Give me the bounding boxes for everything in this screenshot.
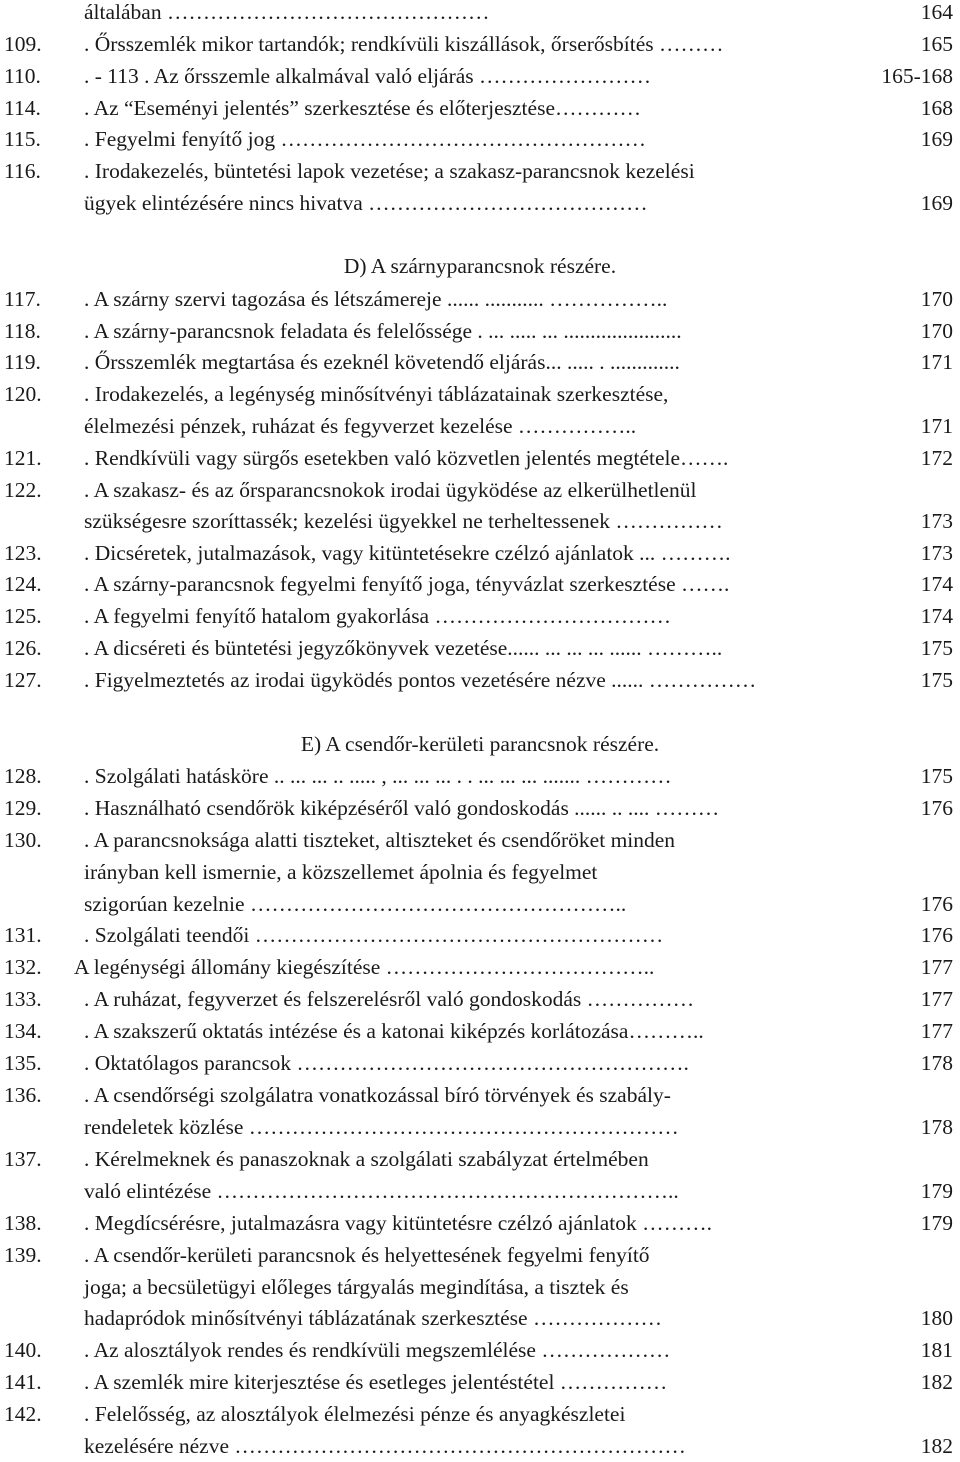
entry-page: 173 <box>920 541 953 565</box>
entry-number: 128. <box>4 764 42 788</box>
entry-text: . A szakszerű oktatás intézése és a katonai kiképzés korlátozása……….. <box>84 1019 704 1043</box>
entry-text: joga; a becsületügyi előleges tárgyalás megindítása, a tisztek és <box>84 1275 629 1299</box>
toc-line <box>0 506 960 537</box>
entry-page: 165 <box>920 32 953 56</box>
toc-line <box>0 443 960 474</box>
toc-line <box>0 61 960 92</box>
entry-page: 182 <box>920 1434 953 1458</box>
entry-text: . Kérelmeknek és panaszoknak a szolgálati szabályzat értelmében <box>84 1147 649 1171</box>
entry-number: 142. <box>4 1402 42 1426</box>
toc-line <box>0 1048 960 1079</box>
toc-line <box>0 1016 960 1047</box>
entry-number: 123. <box>4 541 42 565</box>
entry-text: . Használható csendőrök kiképzéséről való gondoskodás ...... .. .... ……… <box>84 796 720 820</box>
entry-number: 139. <box>4 1243 42 1267</box>
toc-line <box>0 156 960 187</box>
entry-page: 177 <box>920 955 953 979</box>
entry-number: 116. <box>4 159 41 183</box>
entry-text: élelmezési pénzek, ruházat és fegyverzet kezelése …………….. <box>84 414 637 438</box>
entry-text: . Fegyelmi fenyítő jog …………………………………………… <box>84 127 646 151</box>
entry-text: . Megdícsérésre, jutalmazásra vagy kitüntetésre czélzó ajánlatok ………. <box>84 1211 713 1235</box>
entry-text: . A csendőr-kerületi parancsnok és helyettesének fegyelmi fenyítő <box>84 1243 650 1267</box>
toc-line <box>0 188 960 219</box>
entry-page: 169 <box>920 127 953 151</box>
entry-page: 175 <box>920 764 953 788</box>
toc-line <box>0 569 960 600</box>
entry-text: . Az alosztályok rendes és rendkívüli megszemlélése ……………… <box>84 1338 671 1362</box>
entry-number: 118. <box>4 319 41 343</box>
entry-page: 177 <box>920 1019 953 1043</box>
entry-page: 172 <box>920 446 953 470</box>
entry-text: . Szolgálati hatásköre .. ... ... .. ..... , ... ... ... . . ... ... ... ....... ………… <box>84 764 672 788</box>
entry-page: 179 <box>920 1179 953 1203</box>
entry-page: 164 <box>920 0 953 24</box>
toc-line <box>0 1208 960 1239</box>
entry-number: 129. <box>4 796 42 820</box>
entry-text: . Irodakezelés, a legénység minősítvényi táblázatainak szerkesztése, <box>84 382 669 406</box>
entry-page: 179 <box>920 1211 953 1235</box>
entry-text: . Az “Eseményi jelentés” szerkesztése és előterjesztése………… <box>84 96 641 120</box>
toc-line <box>0 538 960 569</box>
toc-line <box>0 1367 960 1398</box>
toc-line <box>0 1431 960 1462</box>
entry-text: . Figyelmeztetés az irodai ügyködés pontos vezetésére nézve ...... …………… <box>84 668 757 692</box>
entry-number: 138. <box>4 1211 42 1235</box>
entry-number: 135. <box>4 1051 42 1075</box>
entry-text: irányban kell ismernie, a közszellemet ápolnia és fegyelmet <box>84 860 598 884</box>
entry-page: 171 <box>920 414 953 438</box>
entry-number: 125. <box>4 604 42 628</box>
entry-text: A legénységi állomány kiegészítése ……………………………….. <box>74 955 655 979</box>
entry-text: . Szolgálati teendői ………………………………………………… <box>84 923 664 947</box>
entry-number: 120. <box>4 382 42 406</box>
entry-number: 119. <box>4 350 41 374</box>
toc-line <box>0 475 960 506</box>
entry-number: 133. <box>4 987 42 1011</box>
entry-page: 165-168 <box>881 64 953 88</box>
entry-page: 176 <box>920 923 953 947</box>
entry-page: 168 <box>920 96 953 120</box>
entry-number: 131. <box>4 923 42 947</box>
entry-page: 178 <box>920 1115 953 1139</box>
entry-text: szigorúan kezelnie …………………………………………….. <box>84 892 627 916</box>
entry-number: 127. <box>4 668 42 692</box>
entry-page: 178 <box>920 1051 953 1075</box>
toc-line <box>0 857 960 888</box>
entry-text: . A szárny-parancsnok feladata és felelőssége . ... ..... ... ...................... <box>84 319 682 343</box>
entry-page: 174 <box>920 572 953 596</box>
entry-text: . - 113 . Az őrsszemle alkalmával való eljárás …………………… <box>84 64 652 88</box>
entry-number: 140. <box>4 1338 42 1362</box>
entry-text: rendeletek közlése …………………………………………………… <box>84 1115 679 1139</box>
toc-line <box>0 793 960 824</box>
entry-page: 181 <box>920 1338 953 1362</box>
entry-text: . Irodakezelés, büntetési lapok vezetése; a szakasz-parancsnok kezelési <box>84 159 695 183</box>
entry-page: 176 <box>920 892 953 916</box>
toc-line <box>0 1240 960 1271</box>
entry-page: 171 <box>920 350 953 374</box>
toc-line <box>0 316 960 347</box>
entry-text: szükségesre szoríttassék; kezelési ügyekkel ne terheltessenek …………… <box>84 509 723 533</box>
toc-line <box>0 1112 960 1143</box>
toc-line <box>0 0 960 28</box>
entry-text: általában ……………………………………… <box>84 0 490 24</box>
entry-text: való elintézése ……………………………………………………….. <box>84 1179 679 1203</box>
section-heading: E) A csendőr-kerületi parancsnok részére. <box>300 732 660 756</box>
toc-line <box>0 284 960 315</box>
entry-text: . Őrsszemlék megtartása és ezeknél követendő eljárás... ..... . ............. <box>84 350 680 374</box>
toc-line <box>0 952 960 983</box>
entry-page: 180 <box>920 1306 953 1330</box>
toc-line <box>0 633 960 664</box>
entry-number: 122. <box>4 478 42 502</box>
entry-number: 141. <box>4 1370 42 1394</box>
entry-text: . A szemlék mire kiterjesztése és esetleges jelentéstétel …………… <box>84 1370 668 1394</box>
entry-text: . Rendkívüli vagy sürgős esetekben való közvetlen jelentés megtétele……. <box>84 446 729 470</box>
toc-line <box>0 920 960 951</box>
entry-text: . A csendőrségi szolgálatra vonatkozással bíró törvények és szabály- <box>84 1083 671 1107</box>
section-heading: D) A szárnyparancsnok részére. <box>343 254 617 278</box>
entry-text: . Őrsszemlék mikor tartandók; rendkívüli kiszállások, őrserősbítés ……… <box>84 32 724 56</box>
toc-line <box>0 1272 960 1303</box>
entry-number: 130. <box>4 828 42 852</box>
entry-page: 170 <box>920 319 953 343</box>
entry-number: 114. <box>4 96 41 120</box>
entry-text: . Felelősség, az alosztályok élelmezési pénze és anyagkészletei <box>84 1402 626 1426</box>
entry-text: . Dicséretek, jutalmazások, vagy kitüntetésekre czélzó ajánlatok ... ………. <box>84 541 731 565</box>
toc-line <box>0 379 960 410</box>
entry-number: 117. <box>4 287 41 311</box>
entry-number: 126. <box>4 636 42 660</box>
toc-line <box>0 984 960 1015</box>
entry-page: 182 <box>920 1370 953 1394</box>
toc-line <box>0 1080 960 1111</box>
toc-line <box>0 1144 960 1175</box>
toc-line <box>0 825 960 856</box>
entry-number: 121. <box>4 446 42 470</box>
entry-page: 175 <box>920 636 953 660</box>
toc-line <box>0 1303 960 1334</box>
toc-line <box>0 601 960 632</box>
entry-text: . A szárny-parancsnok fegyelmi fenyítő joga, tényvázlat szerkesztése ……. <box>84 572 730 596</box>
entry-page: 177 <box>920 987 953 1011</box>
entry-page: 170 <box>920 287 953 311</box>
entry-page: 175 <box>920 668 953 692</box>
toc-line <box>0 1176 960 1207</box>
entry-number: 134. <box>4 1019 42 1043</box>
entry-text: . A ruházat, fegyverzet és felszerelésről való gondoskodás …………… <box>84 987 695 1011</box>
entry-text: . A szárny szervi tagozása és létszámereje ...... ........... …………….. <box>84 287 668 311</box>
toc-line <box>0 124 960 155</box>
toc-line <box>0 761 960 792</box>
toc-line <box>0 1399 960 1430</box>
entry-text: hadapródok minősítvényi táblázatának szerkesztése ……………… <box>84 1306 662 1330</box>
entry-number: 109. <box>4 32 42 56</box>
entry-text: . A dicséreti és büntetési jegyzőkönyvek vezetése...... ... ... ... ...... ……….. <box>84 636 723 660</box>
entry-page: 169 <box>920 191 953 215</box>
entry-number: 137. <box>4 1147 42 1171</box>
toc-line <box>0 93 960 124</box>
toc-line <box>0 889 960 920</box>
entry-page: 176 <box>920 796 953 820</box>
entry-text: . Oktatólagos parancsok ………………………………………………. <box>84 1051 689 1075</box>
toc-line <box>0 665 960 696</box>
entry-number: 132. <box>4 955 42 979</box>
entry-text: kezelésére nézve ……………………………………………………… <box>84 1434 686 1458</box>
toc-line <box>0 411 960 442</box>
entry-number: 136. <box>4 1083 42 1107</box>
toc-line <box>0 1335 960 1366</box>
toc-line <box>0 347 960 378</box>
entry-text: ügyek elintézésére nincs hivatva ………………………………… <box>84 191 648 215</box>
entry-number: 115. <box>4 127 41 151</box>
toc-line <box>0 29 960 60</box>
entry-page: 173 <box>920 509 953 533</box>
entry-text: . A fegyelmi fenyítő hatalom gyakorlása …………………………… <box>84 604 671 628</box>
entry-text: . A parancsnoksága alatti tiszteket, altiszteket és csendőröket minden <box>84 828 676 852</box>
entry-number: 110. <box>4 64 41 88</box>
entry-page: 174 <box>920 604 953 628</box>
entry-text: . A szakasz- és az őrsparancsnokok irodai ügyködése az elkerülhetlenül <box>84 478 697 502</box>
entry-number: 124. <box>4 572 42 596</box>
